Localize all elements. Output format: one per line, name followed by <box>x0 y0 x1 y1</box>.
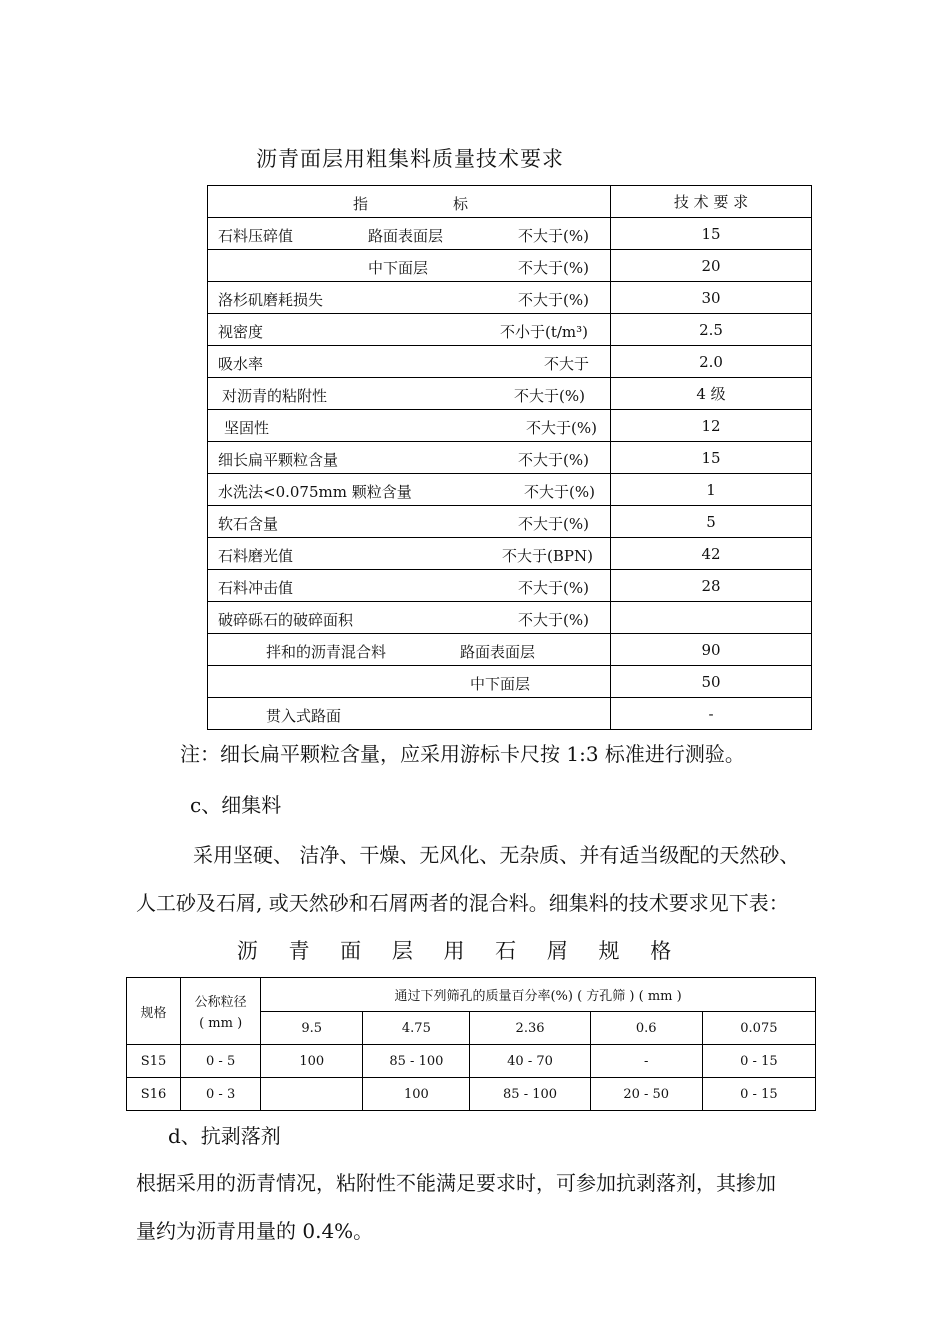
table-row <box>208 570 812 602</box>
pass-value <box>261 1078 363 1111</box>
pass-value: 20 - 50 <box>590 1078 702 1111</box>
row-name: 石料冲击值 <box>218 579 294 597</box>
sieve-size: 4.75 <box>363 1012 470 1045</box>
sieve-size: 2.36 <box>470 1012 590 1045</box>
row-name: 视密度 <box>218 323 264 341</box>
pass-value: 0 - 15 <box>702 1078 815 1111</box>
row-sublayer: 路面表面层 <box>368 227 444 245</box>
row-value: 28 <box>611 570 812 602</box>
row-name: 吸水率 <box>218 355 264 373</box>
pass-value: 40 - 70 <box>470 1045 590 1078</box>
header-size-line1: 公称粒径 <box>194 995 247 1010</box>
row-value: 90 <box>611 634 812 666</box>
row-condition: 不大于 <box>544 355 590 373</box>
pass-value: 85 - 100 <box>470 1078 590 1111</box>
section-c-para-line1: 采用坚硬、 洁净、干燥、无风化、无杂质、并有适当级配的天然砂、 <box>193 843 800 867</box>
row-name: 拌和的沥青混合料 <box>266 643 387 661</box>
row-condition: 不大于(%) <box>526 419 597 437</box>
table-row <box>208 698 812 730</box>
row-condition: 不大于(%) <box>518 611 589 629</box>
table-row <box>208 314 812 346</box>
table-header-row <box>208 186 812 218</box>
row-name: 石料磨光值 <box>218 547 294 565</box>
header-size-line2: ( mm ) <box>199 1016 243 1031</box>
pass-value: - <box>590 1045 702 1078</box>
row-condition: 不大于(%) <box>524 483 595 501</box>
sieve-size: 9.5 <box>261 1012 363 1045</box>
row-name: 细长扁平颗粒含量 <box>218 451 339 469</box>
table-row <box>208 634 812 666</box>
row-sublayer: 中下面层 <box>470 675 531 693</box>
table-row <box>208 410 812 442</box>
table-row <box>208 282 812 314</box>
sieve-size: 0.075 <box>702 1012 815 1045</box>
row-value: 12 <box>611 410 812 442</box>
table-row <box>208 474 812 506</box>
row-condition: 不大于(%) <box>518 451 589 469</box>
row-name: 石料压碎值 <box>218 227 294 245</box>
row-value: 15 <box>611 442 812 474</box>
row-value: 5 <box>611 506 812 538</box>
coarse-aggregate-table <box>207 185 812 730</box>
header-pass: 通过下列筛孔的质量百分率(%) ( 方孔筛 ) ( mm ) <box>261 978 816 1012</box>
note: 注：细长扁平颗粒含量，应采用游标卡尺按 1:3 标准进行测验。 <box>180 742 745 766</box>
table-row <box>208 602 812 634</box>
table-row <box>208 666 812 698</box>
header-size <box>181 978 261 1045</box>
row-value: 50 <box>611 666 812 698</box>
row-value: 4 级 <box>611 378 812 410</box>
row-value: 2.5 <box>611 314 812 346</box>
row-value <box>611 602 812 634</box>
row-name: 贯入式路面 <box>266 707 342 725</box>
section-c-heading: c、细集料 <box>190 793 282 817</box>
stone-chip-table <box>126 977 816 1111</box>
header-spec: 规格 <box>127 978 181 1045</box>
row-name: 软石含量 <box>218 515 279 533</box>
spec-cell: S16 <box>127 1078 181 1111</box>
row-name: 洛杉矶磨耗损失 <box>218 291 324 309</box>
row-sublayer: 中下面层 <box>368 259 429 277</box>
table-row <box>208 442 812 474</box>
row-value: 42 <box>611 538 812 570</box>
header-col1-a: 指 <box>353 195 369 213</box>
table-row <box>208 378 812 410</box>
spec-cell: S15 <box>127 1045 181 1078</box>
size-cell: 0 - 3 <box>181 1078 261 1111</box>
table-row <box>208 250 812 282</box>
pass-value: 0 - 15 <box>702 1045 815 1078</box>
row-name: 对沥青的粘附性 <box>222 387 328 405</box>
row-name: 水洗法<0.075mm 颗粒含量 <box>218 483 412 501</box>
table-row <box>208 538 812 570</box>
header-col1-b: 标 <box>453 195 469 213</box>
header-col2: 技 术 要 求 <box>611 186 812 218</box>
pass-value: 85 - 100 <box>363 1045 470 1078</box>
table-row <box>208 218 812 250</box>
row-name: 破碎砾石的破碎面积 <box>218 611 354 629</box>
table1-title: 沥青面层用粗集料质量技术要求 <box>256 147 564 171</box>
section-d-para-line1: 根据采用的沥青情况，粘附性不能满足要求时，可参加抗剥落剂，其掺加 <box>136 1171 776 1195</box>
row-value: 1 <box>611 474 812 506</box>
row-condition: 不大于(BPN) <box>502 547 593 565</box>
table-row <box>208 506 812 538</box>
row-condition: 不大于(%) <box>518 259 589 277</box>
row-value: 20 <box>611 250 812 282</box>
row-condition: 不大于(%) <box>518 227 589 245</box>
section-c-para-line2: 人工砂及石屑, 或天然砂和石屑两者的混合料。细集料的技术要求见下表： <box>136 891 789 915</box>
row-value: 30 <box>611 282 812 314</box>
row-condition: 不大于(%) <box>514 387 585 405</box>
row-sublayer: 路面表面层 <box>460 643 536 661</box>
sieve-size: 0.6 <box>590 1012 702 1045</box>
size-cell: 0 - 5 <box>181 1045 261 1078</box>
row-condition: 不大于(%) <box>518 579 589 597</box>
table2-title: 沥 青 面 层 用 石 屑 规 格 <box>236 939 684 963</box>
row-value: 15 <box>611 218 812 250</box>
section-d-para-line2: 量约为沥青用量的 0.4%。 <box>136 1219 374 1243</box>
row-condition: 不小于(t/m³) <box>500 323 589 341</box>
row-value: 2.0 <box>611 346 812 378</box>
table-row <box>127 1078 816 1111</box>
table-row <box>208 346 812 378</box>
pass-value: 100 <box>261 1045 363 1078</box>
row-condition: 不大于(%) <box>518 291 589 309</box>
table-row <box>127 1045 816 1078</box>
section-d-heading: d、抗剥落剂 <box>168 1124 281 1148</box>
row-name: 坚固性 <box>224 419 270 437</box>
row-condition: 不大于(%) <box>518 515 589 533</box>
row-value: - <box>611 698 812 730</box>
pass-value: 100 <box>363 1078 470 1111</box>
